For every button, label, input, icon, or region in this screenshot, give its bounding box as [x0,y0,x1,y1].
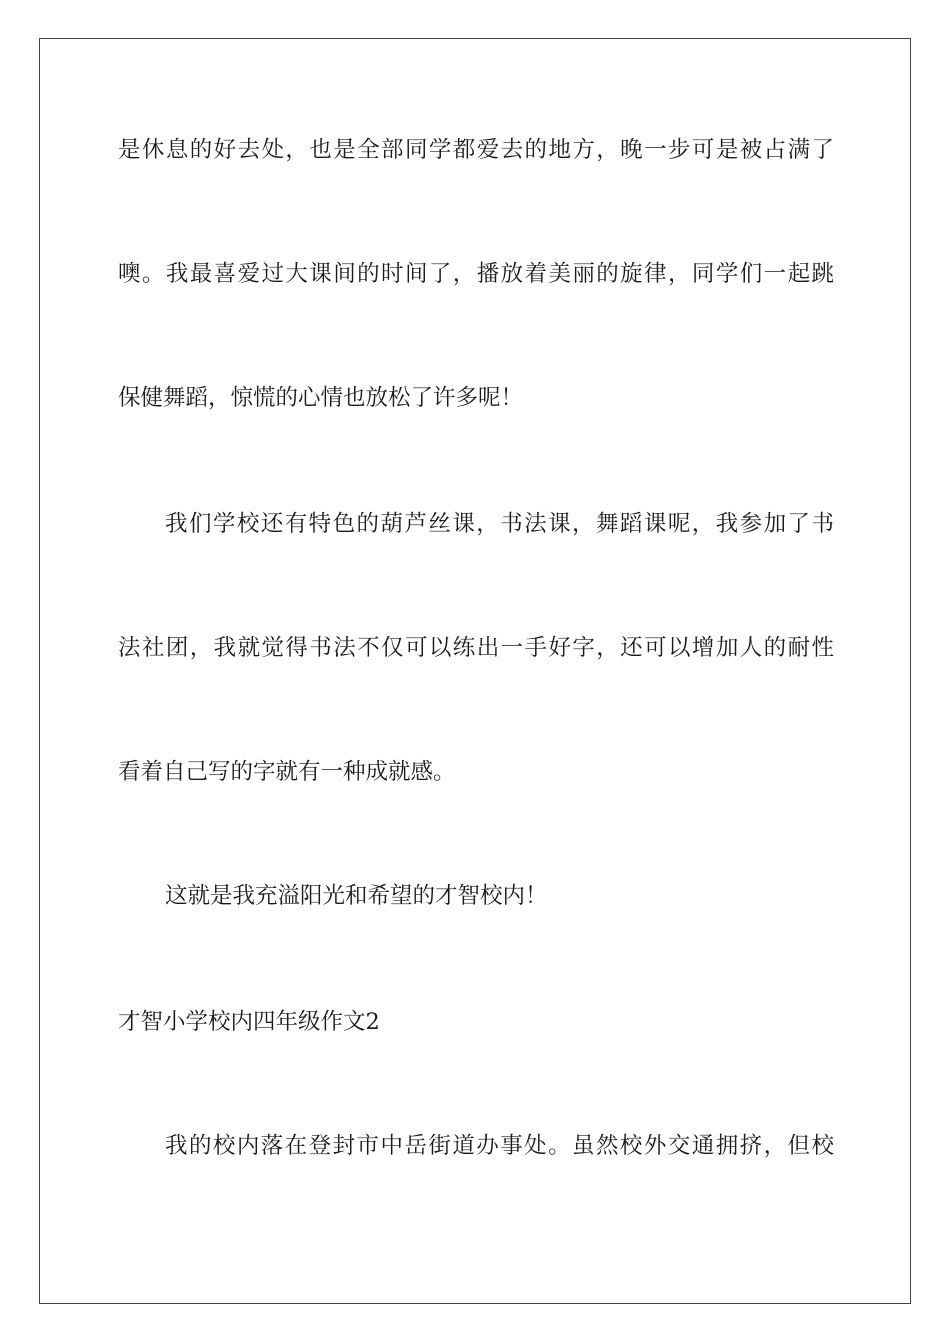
text-line-2: 噢。我最喜爱过大课间的时间了，播放着美丽的旋律，同学们一起跳 [118,261,834,287]
text-line-3: 保健舞蹈，惊慌的心情也放松了许多呢！ [118,385,524,411]
page-border [39,38,911,1304]
text-line-5: 法社团，我就觉得书法不仅可以练出一手好字，还可以增加人的耐性 [118,635,834,661]
text-line-6: 看着自己写的字就有一种成就感。 [118,759,456,785]
text-line-7: 这就是我充溢阳光和希望的才智校内！ [165,883,548,909]
text-line-4: 我们学校还有特色的葫芦丝课，书法课，舞蹈课呢，我参加了书 [165,511,834,537]
text-line-9: 我的校内落在登封市中岳街道办事处。虽然校外交通拥挤，但校 [165,1133,834,1159]
section-heading: 才智小学校内四年级作文2 [118,1009,380,1035]
text-line-1: 是休息的好去处，也是全部同学都爱去的地方，晚一步可是被占满了 [118,137,834,163]
